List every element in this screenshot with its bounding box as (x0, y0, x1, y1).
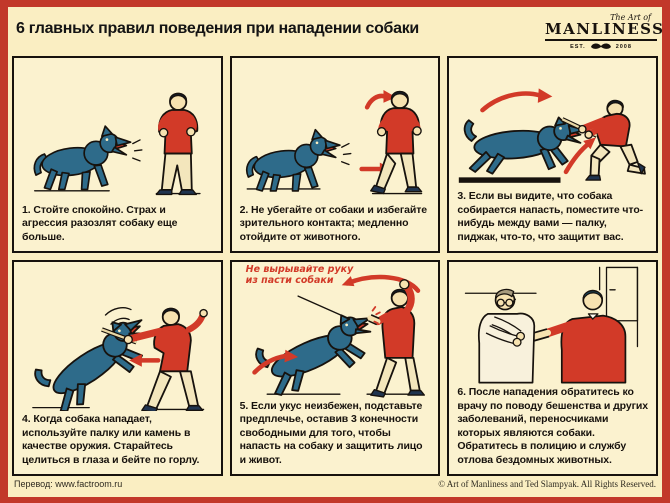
dog-illustration (34, 126, 130, 189)
man-fist-raised-illustration (369, 280, 423, 397)
logo-wordmark: MANLINESS (545, 20, 657, 41)
panel-rule-4 (12, 260, 223, 476)
warning-note: Не вырывайте руку из пасти собаки (245, 264, 354, 287)
panel-rule-6 (447, 260, 658, 476)
header (11, 9, 665, 56)
panel-5-illustration (240, 264, 431, 398)
man-standing-illustration (156, 93, 197, 194)
panel-4-scene (22, 264, 213, 411)
footer (11, 476, 659, 489)
panel-caption: 4. Когда собака нападает, используйте палку или камень в качестве оружия. Старайтесь целиться в глаза и бейте по горлу. (22, 413, 200, 466)
panel-rule-1 (12, 56, 223, 253)
logo-year-label: 2008 (615, 43, 632, 50)
bark-marks-icon (133, 140, 142, 161)
logo-est-row (545, 42, 657, 51)
poster-background (8, 7, 665, 497)
panel-rule-2 (230, 56, 441, 253)
panel-rule-5 (230, 260, 441, 476)
panel-4-illustration (22, 264, 213, 411)
dog-leaping-illustration (465, 117, 585, 173)
panel-1-scene (22, 60, 213, 202)
dog-illustration (246, 130, 339, 191)
panel-caption: 2. Не убегайте от собаки и избегайте зрительного контакта; медленно отойдите от животного. (239, 203, 427, 243)
copyright-notice: © Art of Manliness and Ted Slampyak. All Rights Reserved. (438, 479, 656, 489)
panel-caption: 5. Если укус неизбежен, подставьте предплечье, оставив 3 конечности свободными для того, чтобы напасть на собаку и защитить лицо и живот. (239, 399, 423, 466)
note-pointer-line (298, 296, 347, 318)
page-title: 6 главных правил поведения при нападении собаки (16, 20, 419, 37)
man-walking-illustration (370, 92, 421, 194)
translation-credit: Перевод: www.factroom.ru (14, 479, 123, 489)
panel-2-scene (240, 60, 431, 202)
panel-caption: 6. После нападения обратитесь ко врачу по поводу бешенства и других заболеваний, переносчиками которых являются собаки. Обратитесь в полицию и службу отлова бездомных животных. (457, 386, 648, 466)
mustache-icon (590, 42, 612, 51)
panel-1-illustration (22, 60, 213, 202)
manliness-logo (545, 13, 665, 51)
logo-est-label: EST. (570, 43, 586, 50)
dog-biting-illustration (252, 306, 384, 398)
panel-3-illustration (457, 60, 648, 188)
motion-arc-icon (106, 308, 131, 315)
bark-marks-icon (341, 144, 350, 165)
panel-rule-3 (447, 56, 658, 253)
logo-script-text: The Art of (610, 13, 651, 22)
rules-grid (11, 56, 659, 476)
panel-caption: 1. Стойте спокойно. Страх и агрессия разозлят собаку еще больше. (22, 203, 178, 243)
patient-illustration (524, 291, 625, 383)
panel-2-illustration (240, 60, 431, 202)
panel-6-scene (457, 264, 648, 384)
panel-6-illustration (457, 264, 648, 384)
panel-3-scene (457, 60, 648, 188)
panel-caption: 3. Если вы видите, что собака собирается напасть, поместите что-нибудь между вами — палку, пиджак, что-то, что защитит вас. (457, 190, 644, 243)
doctor-illustration (479, 289, 534, 382)
red-arrow-over-dog-icon (483, 88, 553, 110)
